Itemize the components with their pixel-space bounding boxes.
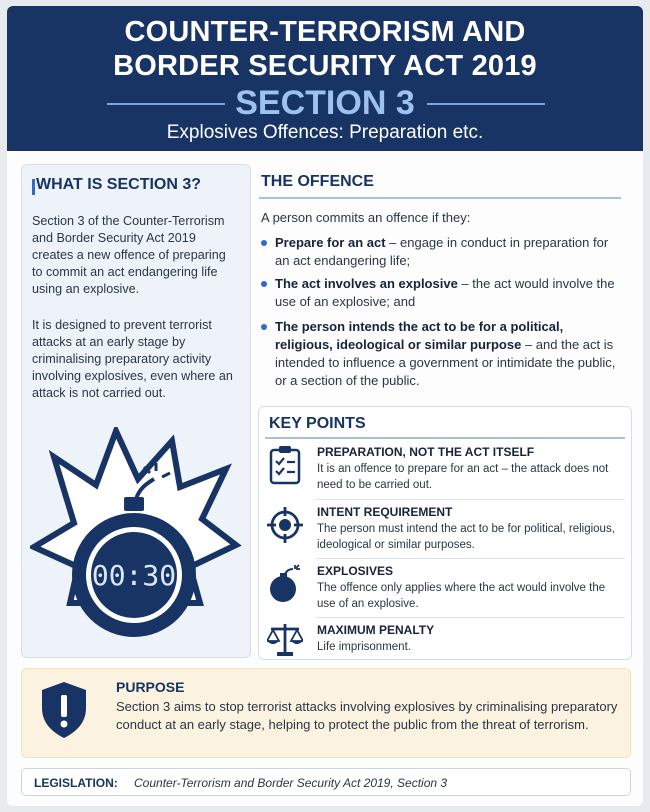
target-icon [267,505,303,545]
bullet-text: – and the act is intended to influence a government or intimidate the public, or a section of the public. [275,337,616,388]
bullet-text: – the act would involve the use of an explosive; and [275,276,615,309]
section-row [7,84,643,124]
key-point-description: It is an offence to prepare for an act – the attack does not need to be carried out. [317,463,609,491]
offence-bullet [261,234,623,270]
key-point-separator [315,617,625,618]
bullet-bold: Prepare for an act [275,235,386,250]
what-is-paragraph-1: Section 3 of the Counter-Terrorism and Border Security Act 2019 creates a new offence of preparing to commit an act endangering life using an explosive. [32,214,226,296]
offence-divider [259,197,621,199]
shield-exclamation-icon [40,681,88,739]
infographic-page [7,6,643,806]
bullet-bold: The person intends the act to be for a political, religious, ideological or similar purpose [275,319,564,352]
offence-bullet [261,275,623,311]
offence-section [259,164,631,398]
timer-display: 00:30 [91,559,177,592]
bullet-text: – engage in conduct in preparation for an act endangering life; [275,235,609,268]
bullet-dot [261,324,267,330]
legislation-citation: Counter-Terrorism and Border Security Act 2019, Section 3 [134,776,448,790]
key-point-heading: EXPLOSIVES [317,564,394,578]
purpose-box [21,668,631,758]
legislation-label: LEGISLATION: [34,776,118,790]
title-line-1: COUNTER-TERRORISM AND [124,16,526,48]
header-banner [7,6,643,151]
bomb-explosion-icon [30,427,242,649]
key-point-description: The offence only applies where the act would involve the use of an explosive. [317,582,606,610]
offence-title: THE OFFENCE [261,173,374,190]
offence-bullet [261,318,623,390]
bullet-dot [261,240,267,246]
purpose-title: PURPOSE [116,679,185,695]
divider-right [427,103,545,105]
key-points-title: KEY POINTS [269,415,366,432]
what-is-panel [21,164,251,658]
key-point-heading: PREPARATION, NOT THE ACT ITSELF [317,445,535,459]
bullet-dot [261,281,267,287]
key-points-divider [265,437,625,439]
bomb-icon [267,564,303,604]
key-point-separator [315,558,625,559]
key-point-heading: INTENT REQUIREMENT [317,505,453,519]
legislation-bar [21,768,631,796]
bullet-bold: The act involves an explosive [275,276,458,291]
key-points-panel [258,406,632,660]
key-point-heading: MAXIMUM PENALTY [317,623,435,637]
key-point-description: Life imprisonment. [317,641,411,653]
subtitle: Explosives Offences: Preparation etc. [166,122,484,143]
key-point-separator [315,499,625,500]
what-is-title: WHAT IS SECTION 3? [36,176,202,193]
purpose-text: Section 3 aims to stop terrorist attacks involving explosives by criminalising preparatory conduct at an early stage, helping to protect the public from the threat of terrorism. [116,699,618,732]
checklist-icon [267,445,303,485]
offence-intro: A person commits an offence if they: [261,210,471,225]
heading-accent-bar [32,179,35,195]
scales-icon [267,619,303,659]
section-number: SECTION 3 [235,84,415,122]
title-line-2: BORDER SECURITY ACT 2019 [113,50,537,82]
key-point-description: The person must intend the act to be for political, religious, ideological or similar purposes. [317,523,615,551]
what-is-paragraph-2: It is designed to prevent terrorist attacks at an early stage by criminalising preparatory activity involving explosives, even where an attack is not carried out. [32,318,233,400]
